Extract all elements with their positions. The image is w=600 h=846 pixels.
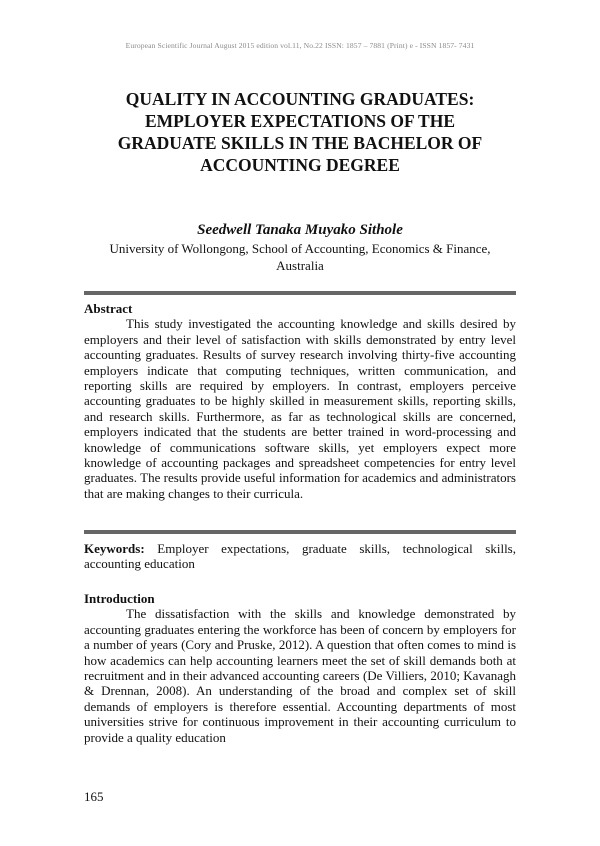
keywords-text: Employer expectations, graduate skills, technological skills, accounting education [84,541,516,572]
author-affiliation [0,240,600,274]
abstract-section [84,301,516,501]
paper-title [90,88,510,176]
abstract-body: This study investigated the accounting knowledge and skills desired by employers and their level of satisfaction with skills demonstrated by entry level accounting graduates. Results of survey research involving thirty-five accounting employers indicate that computing techniques, written communication, and reporting skills are required by employers. In contrast, employers perceive accounting graduates to be highly skilled in measurement skills, reporting skills, and research skills. Furthermore, as far as technological skills are concerned, employers indicated that the students are better trained in word-processing and knowledge of communications software skills, yet employers expect more knowledge of accounting packages and spreadsheet competencies for entry level graduates. The results provide useful information for academics and administrators that are making changes to their curricula. [84,316,516,501]
running-header: European Scientific Journal August 2015 edition vol.11, No.22 ISSN: 1857 – 7881 (Print) e - ISSN 1857- 7431 [125,41,475,50]
divider-bottom [84,530,516,534]
page-number: 165 [84,789,104,804]
title-line: QUALITY IN ACCOUNTING GRADUATES: [125,89,475,109]
keywords-label: Keywords: [84,541,145,556]
introduction-body: The dissatisfaction with the skills and knowledge demonstrated by accounting graduates entering the workforce has been of concern by employers for a number of years (Cory and Pruske, 2012). A question that often comes to mind is how academics can help accounting learners meet the set of skill demands both at recruitment and in their advanced accounting careers (De Villiers, 2010; Kavanagh & Drennan, 2008). An understanding of the broad and complex set of skill demands of employers is therefore essential. Accounting departments of most universities strive for continuous improvement in their accounting curriculum to provide a quality education [84,606,516,745]
introduction-heading: Introduction [84,591,155,606]
abstract-heading: Abstract [84,301,133,316]
keywords-paragraph [84,541,516,572]
keywords-section [84,541,516,572]
title-line: GRADUATE SKILLS IN THE BACHELOR OF [117,133,483,153]
title-line: ACCOUNTING DEGREE [200,155,400,175]
affiliation-line: University of Wollongong, School of Accounting, Economics & Finance, [109,241,491,256]
affiliation-line: Australia [276,258,324,273]
author-name: Seedwell Tanaka Muyako Sithole [197,222,403,238]
title-line: EMPLOYER EXPECTATIONS OF THE [144,111,456,131]
introduction-section [84,591,516,745]
divider-top [84,291,516,295]
